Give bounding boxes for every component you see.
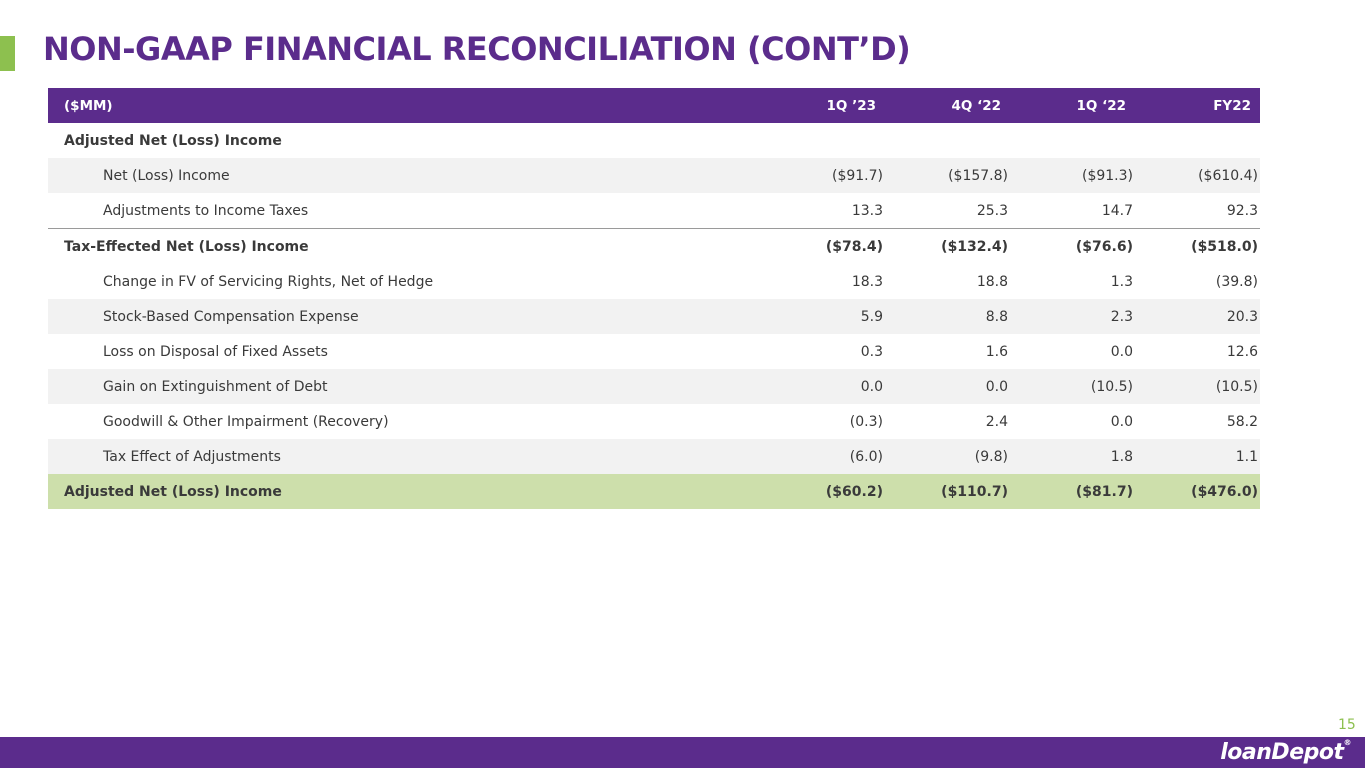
cell-fy22: ($476.0)	[1135, 474, 1260, 509]
cell-1q23: (0.3)	[849, 413, 883, 430]
header-1q22: 1Q ‘22	[1010, 88, 1135, 123]
table-row	[48, 334, 1260, 369]
cell-1q22: ($76.6)	[1010, 229, 1135, 265]
row-label: Adjusted Net (Loss) Income	[64, 132, 282, 149]
table-header-row	[48, 88, 1260, 123]
subtotal-row	[48, 229, 1260, 265]
row-label: Gain on Extinguishment of Debt	[48, 369, 760, 404]
cell-1q23: 13.3	[851, 202, 883, 219]
header-1q23: 1Q ’23	[760, 88, 885, 123]
row-label: Tax-Effected Net (Loss) Income	[48, 229, 760, 265]
row-label: Adjustments to Income Taxes	[103, 202, 309, 219]
table-row	[48, 158, 1260, 193]
cell-1q22: 0.0	[1110, 343, 1133, 360]
cell-4q22: 2.4	[985, 413, 1008, 430]
cell-4q22: 18.8	[976, 273, 1008, 290]
total-row	[48, 474, 1260, 509]
title-accent-bar	[0, 36, 15, 71]
cell-1q22: 2.3	[1010, 299, 1135, 334]
row-label: Stock-Based Compensation Expense	[48, 299, 760, 334]
cell-1q23: 5.9	[760, 299, 885, 334]
cell-fy22: 92.3	[1226, 202, 1258, 219]
table-row	[48, 264, 1260, 299]
cell-fy22: 58.2	[1226, 413, 1258, 430]
cell-1q23: 18.3	[851, 273, 883, 290]
cell-4q22: 25.3	[976, 202, 1008, 219]
company-logo	[1220, 737, 1351, 768]
cell-1q22	[1010, 123, 1135, 158]
cell-1q23: 0.3	[860, 343, 883, 360]
cell-fy22	[1135, 123, 1260, 158]
table-row	[48, 299, 1260, 334]
section-row-adjusted-net-income	[48, 123, 1260, 158]
row-label: Tax Effect of Adjustments	[48, 439, 760, 474]
table-row	[48, 404, 1260, 439]
cell-4q22: 1.6	[985, 343, 1008, 360]
cell-4q22: 0.0	[885, 369, 1010, 404]
cell-1q23	[760, 123, 885, 158]
table-row	[48, 439, 1260, 474]
cell-4q22	[885, 123, 1010, 158]
cell-1q23: ($78.4)	[760, 229, 885, 265]
footer-bar	[0, 737, 1365, 768]
cell-1q22: 0.0	[1110, 413, 1133, 430]
cell-fy22: 1.1	[1135, 439, 1260, 474]
cell-4q22: (9.8)	[885, 439, 1010, 474]
cell-1q22: ($81.7)	[1010, 474, 1135, 509]
header-units: ($MM)	[48, 88, 760, 123]
row-label: Adjusted Net (Loss) Income	[48, 474, 760, 509]
row-label: Goodwill & Other Impairment (Recovery)	[103, 413, 389, 430]
cell-1q22: 14.7	[1101, 202, 1133, 219]
reconciliation-table	[48, 88, 1260, 509]
page-number: 15	[1338, 717, 1356, 733]
row-label: Loss on Disposal of Fixed Assets	[103, 343, 328, 360]
cell-4q22: ($132.4)	[885, 229, 1010, 265]
cell-4q22: 8.8	[885, 299, 1010, 334]
cell-1q22: (10.5)	[1010, 369, 1135, 404]
header-4q22: 4Q ‘22	[885, 88, 1010, 123]
cell-1q22: 1.8	[1010, 439, 1135, 474]
cell-fy22: ($610.4)	[1135, 158, 1260, 193]
logo-text: loanDepot	[1220, 740, 1344, 765]
cell-fy22: 12.6	[1226, 343, 1258, 360]
cell-fy22: (10.5)	[1135, 369, 1260, 404]
cell-4q22: ($157.8)	[885, 158, 1010, 193]
cell-1q23: (6.0)	[760, 439, 885, 474]
cell-1q23: 0.0	[760, 369, 885, 404]
row-label: Change in FV of Servicing Rights, Net of Hedge	[103, 273, 434, 290]
table-row	[48, 193, 1260, 229]
page-title: NON-GAAP FINANCIAL RECONCILIATION (CONT’D)	[43, 30, 911, 68]
cell-fy22: ($518.0)	[1135, 229, 1260, 265]
cell-1q22: 1.3	[1110, 273, 1133, 290]
cell-fy22: (39.8)	[1215, 273, 1258, 290]
row-label: Net (Loss) Income	[48, 158, 760, 193]
cell-4q22: ($110.7)	[885, 474, 1010, 509]
header-fy22: FY22	[1135, 88, 1260, 123]
table-row	[48, 369, 1260, 404]
registered-mark: ®	[1343, 738, 1351, 747]
cell-1q23: ($60.2)	[760, 474, 885, 509]
cell-fy22: 20.3	[1135, 299, 1260, 334]
cell-1q23: ($91.7)	[760, 158, 885, 193]
cell-1q22: ($91.3)	[1010, 158, 1135, 193]
